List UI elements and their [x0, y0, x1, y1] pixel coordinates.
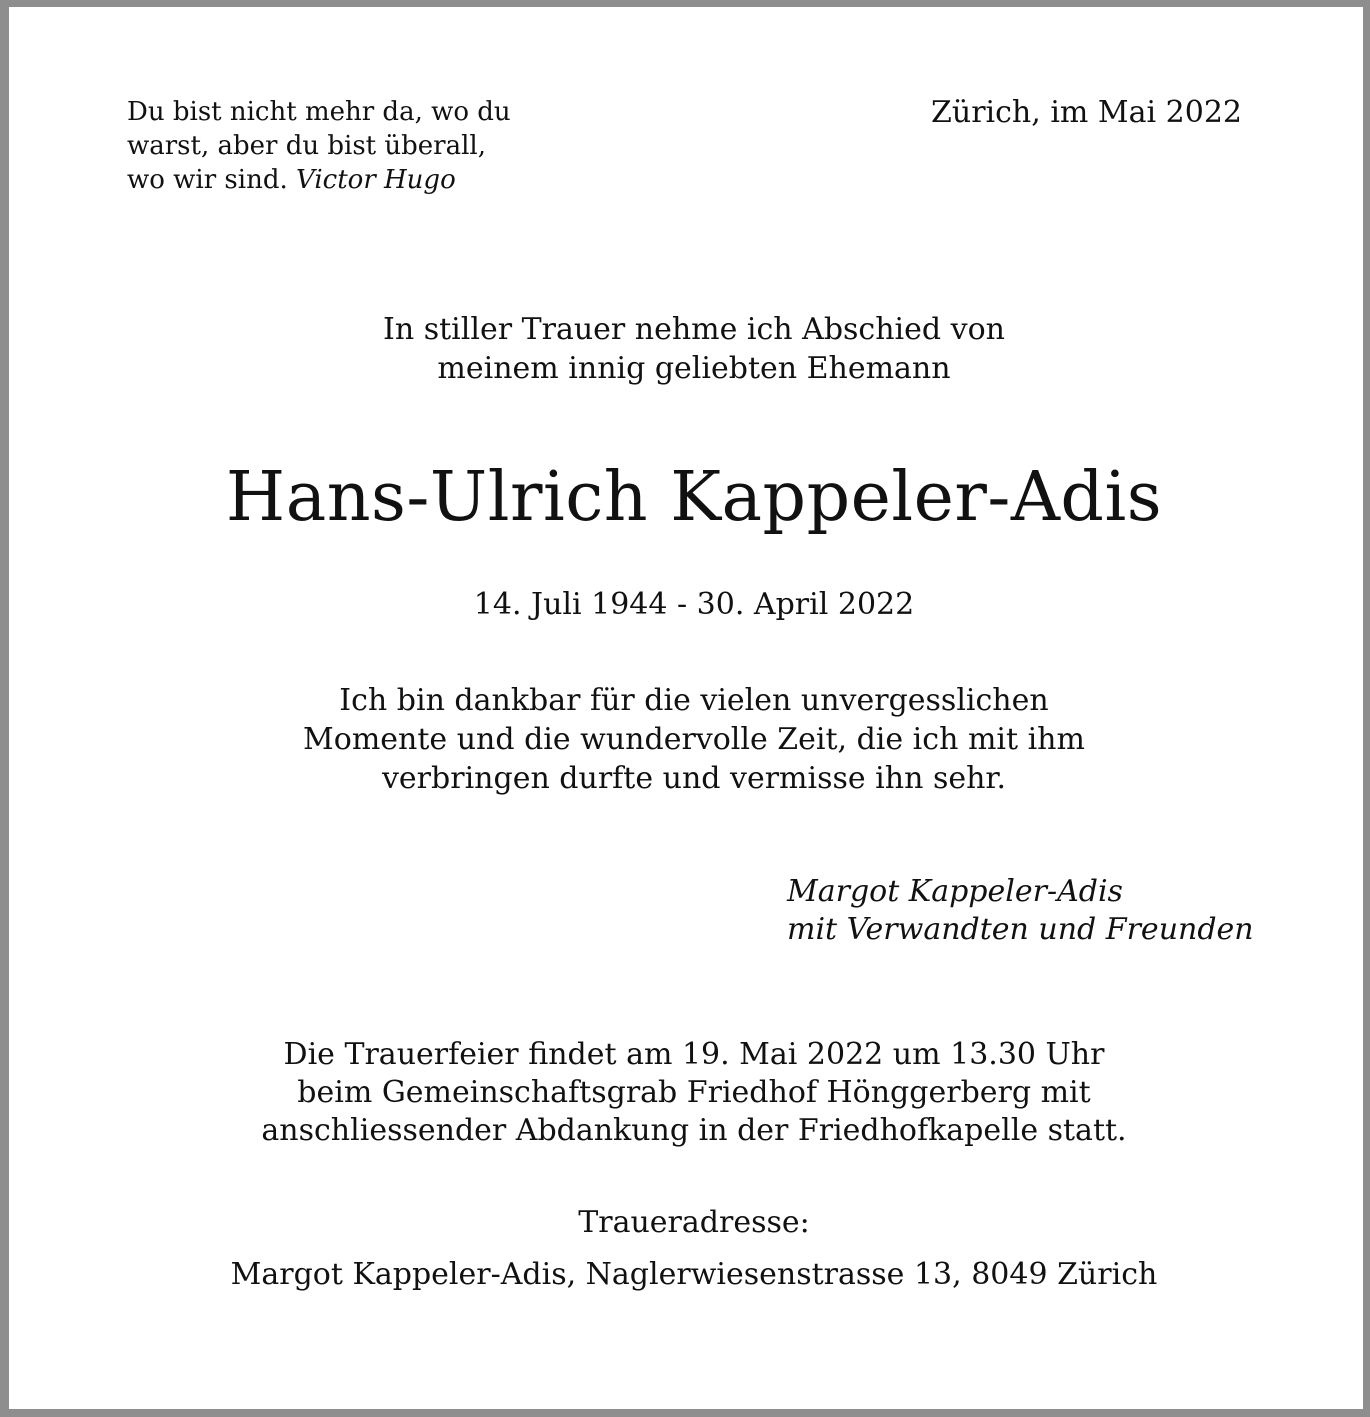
signature-line-1: Margot Kappeler-Adis [787, 874, 1123, 909]
ceremony-line-2: beim Gemeinschaftsgrab Friedhof Hönggerberg mit [297, 1075, 1091, 1110]
ceremony-line-1: Die Trauerfeier findet am 19. Mai 2022 um 13.30 Uhr [283, 1037, 1105, 1072]
ceremony-line-3: anschliessender Abdankung in der Friedhofkapelle statt. [261, 1113, 1127, 1148]
intro-text [9, 310, 1370, 388]
gratitude-text [9, 681, 1370, 798]
ceremony-info [9, 1036, 1370, 1150]
life-dates: 14. Juli 1944 - 30. April 2022 [473, 587, 915, 622]
quote-line-3-with-author [127, 163, 597, 197]
mourning-address: Margot Kappeler-Adis, Naglerwiesenstrasse 13, 8049 Zürich [230, 1257, 1158, 1292]
epigraph-quote [127, 95, 597, 197]
intro-line-2: meinem innig geliebten Ehemann [437, 351, 951, 386]
quote-author: Victor Hugo [296, 165, 456, 195]
place-date: Zürich, im Mai 2022 [931, 95, 1242, 130]
address-label: Traueradresse: [578, 1205, 810, 1240]
quote-line-3: wo wir sind. [127, 165, 288, 195]
intro-line-1: In stiller Trauer nehme ich Abschied von [383, 312, 1005, 347]
gratitude-line-3: verbringen durfte und vermisse ihn sehr. [381, 761, 1006, 796]
quote-line-2: warst, aber du bist überall, [127, 131, 486, 161]
deceased-name: Hans-Ulrich Kappeler-Adis [225, 458, 1163, 537]
signature [787, 873, 1254, 949]
gratitude-line-1: Ich bin dankbar für die vielen unvergesslichen [339, 683, 1049, 718]
signature-line-2: mit Verwandten und Freunden [787, 912, 1254, 947]
gratitude-line-2: Momente und die wundervolle Zeit, die ich mit ihm [303, 722, 1085, 757]
quote-line-1: Du bist nicht mehr da, wo du [127, 97, 511, 127]
